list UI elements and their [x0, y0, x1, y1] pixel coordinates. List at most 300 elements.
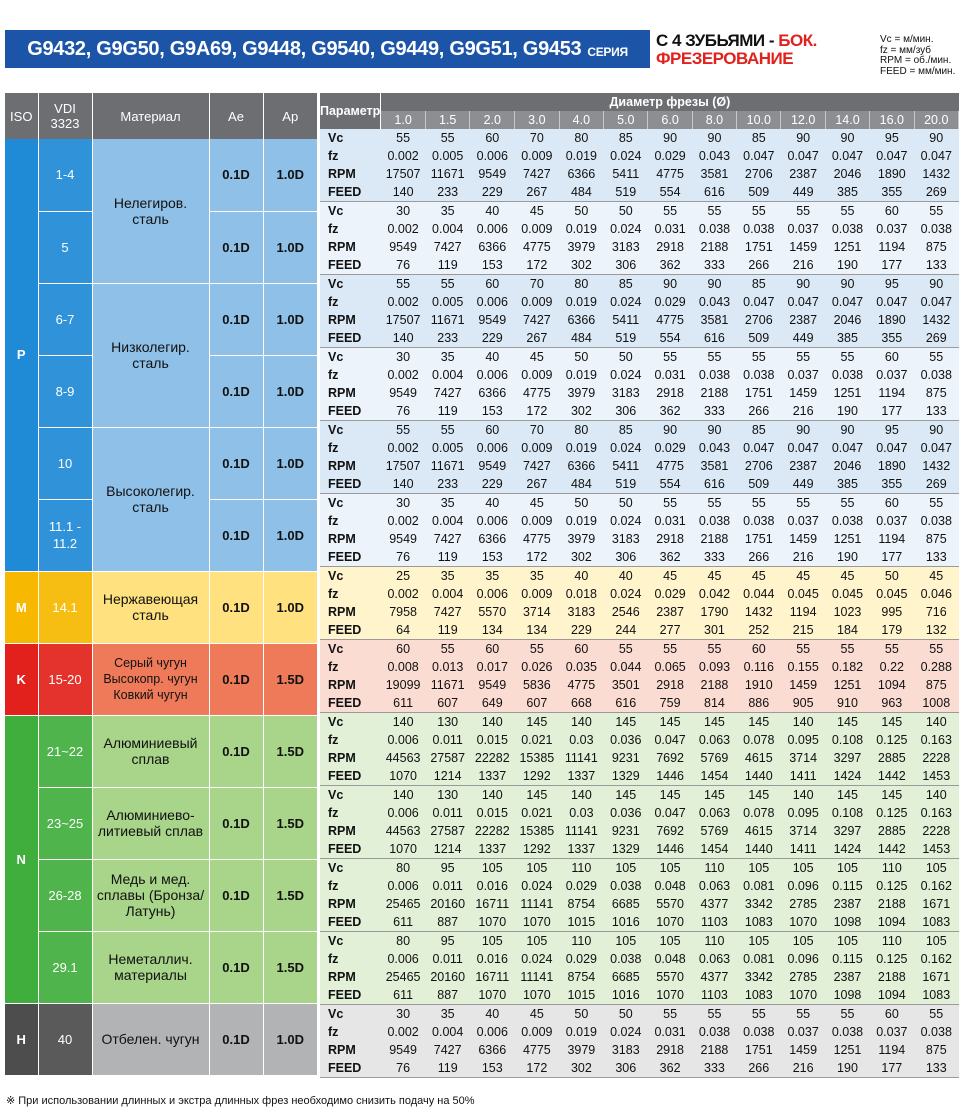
value-cell: 1194 [878, 1043, 906, 1057]
value-cell: 1446 [648, 840, 692, 859]
param-row-rpm [320, 603, 959, 621]
value-cell: 887 [425, 986, 470, 1005]
value-cell: 267 [515, 475, 560, 494]
value-cell: 1424 [825, 840, 869, 859]
value-cell: 0.038 [698, 222, 731, 236]
value-cell: 4775 [522, 386, 551, 400]
param-row-rpm [320, 895, 959, 913]
param-name: FEED [320, 402, 381, 421]
param-row-fz [320, 877, 959, 895]
value-cell: 1446 [648, 767, 692, 786]
param-row-fz [320, 804, 959, 822]
param-name: RPM [328, 605, 356, 619]
value-cell: 105 [748, 861, 770, 875]
param-name: fz [328, 222, 339, 236]
value-cell: 0.031 [654, 514, 686, 528]
param-row-fz [320, 293, 959, 311]
value-cell: 1454 [692, 840, 736, 859]
value-cell: 27587 [430, 824, 466, 838]
value-cell: 2885 [877, 751, 906, 765]
value-cell: 233 [425, 329, 470, 348]
value-cell: 1094 [870, 986, 914, 1005]
value-cell: 0.047 [787, 295, 819, 309]
value-cell: 266 [737, 1059, 781, 1078]
value-cell: 140 [925, 715, 947, 729]
value-cell: 2785 [789, 897, 818, 911]
value-cell: 2706 [744, 167, 773, 181]
param-name: RPM [328, 824, 356, 838]
vdi-code: 15-20 [38, 643, 92, 715]
value-cell: 1453 [914, 767, 959, 786]
value-cell: 0.024 [610, 1025, 642, 1039]
value-cell: 105 [526, 934, 548, 948]
value-cell: 20160 [430, 897, 466, 911]
value-cell: 44563 [385, 751, 421, 765]
value-cell: 0.011 [432, 733, 463, 747]
value-cell: 5411 [612, 459, 640, 473]
value-cell: 55 [707, 204, 722, 218]
value-cell: 0.019 [565, 295, 597, 309]
value-cell: 0.093 [698, 660, 731, 674]
value-cell: 1070 [781, 986, 825, 1005]
value-cell: 0.006 [387, 879, 419, 893]
value-cell: 55 [618, 642, 633, 656]
ap-value: 1.5D [263, 787, 317, 859]
value-cell: 0.046 [920, 587, 952, 601]
value-cell: 11671 [430, 459, 465, 473]
value-cell: 140 [792, 788, 814, 802]
value-cell: 0.047 [920, 295, 952, 309]
value-cell: 105 [659, 934, 681, 948]
value-cell: 7427 [522, 459, 551, 473]
param-row-fz [320, 950, 959, 968]
value-cell: 76 [381, 256, 426, 275]
value-cell: 0.037 [876, 368, 908, 382]
value-cell: 449 [781, 183, 825, 202]
value-cell: 995 [881, 605, 903, 619]
value-cell: 130 [437, 715, 459, 729]
ae-value: 0.1D [209, 643, 263, 715]
value-cell: 172 [515, 256, 560, 275]
param-row-feed [320, 329, 959, 348]
param-name: Vc [328, 496, 344, 510]
value-cell: 55 [440, 642, 455, 656]
value-cell: 0.005 [432, 441, 464, 455]
value-cell: 140 [381, 183, 426, 202]
value-cell: 1103 [692, 913, 736, 932]
value-cell: 229 [470, 475, 515, 494]
value-cell: 0.019 [565, 1025, 597, 1039]
value-cell: 0.024 [610, 441, 642, 455]
value-cell: 1023 [833, 605, 862, 619]
value-cell: 145 [659, 788, 681, 802]
value-cell: 0.048 [654, 952, 686, 966]
param-name: Vc [328, 715, 344, 729]
value-cell: 30 [396, 350, 411, 364]
value-cell: 179 [870, 621, 914, 640]
value-cell: 616 [692, 329, 736, 348]
value-cell: 55 [929, 496, 944, 510]
value-cell: 0.047 [831, 149, 864, 163]
value-cell: 133 [914, 1059, 959, 1078]
value-cell: 385 [825, 475, 869, 494]
value-cell: 2188 [700, 678, 729, 692]
ae-value: 0.1D [209, 931, 263, 1003]
value-cell: 616 [692, 475, 736, 494]
value-cell: 76 [381, 1059, 426, 1078]
value-cell: 1251 [833, 386, 862, 400]
value-cell: 45 [707, 569, 722, 583]
value-cell: 7692 [656, 824, 685, 838]
value-cell: 145 [704, 788, 725, 802]
param-name: fz [328, 295, 339, 309]
ae-value: 0.1D [209, 139, 263, 211]
value-cell: 814 [692, 694, 736, 713]
value-cell: 2918 [656, 532, 685, 546]
value-cell: 105 [526, 861, 548, 875]
param-name: RPM [328, 532, 356, 546]
value-cell: 0.038 [920, 1025, 952, 1039]
ap-value: 1.0D [263, 355, 317, 427]
value-cell: 0.063 [698, 806, 731, 820]
value-cell: 333 [692, 1059, 736, 1078]
value-cell: 105 [837, 861, 858, 875]
value-cell: 0.021 [521, 733, 553, 747]
value-cell: 1070 [781, 913, 825, 932]
value-cell: 145 [837, 715, 858, 729]
vdi-code: 29.1 [38, 931, 92, 1003]
value-cell: 190 [825, 548, 869, 567]
value-cell: 0.011 [432, 879, 463, 893]
value-cell: 5570 [656, 970, 685, 984]
material-row [5, 1003, 317, 1075]
ap-value: 1.0D [263, 1003, 317, 1075]
value-cell: 7427 [522, 167, 551, 181]
diameter-header-4: 4.0 [559, 111, 603, 129]
value-cell: 85 [618, 423, 633, 437]
value-cell: 0.021 [521, 806, 553, 820]
value-cell: 90 [929, 277, 944, 291]
value-cell: 0.162 [920, 952, 952, 966]
param-name: FEED [320, 329, 381, 348]
value-cell: 4775 [522, 532, 551, 546]
value-cell: 0.048 [654, 879, 686, 893]
value-cell: 0.078 [743, 806, 775, 820]
value-cell: 50 [574, 496, 589, 510]
param-name: FEED [320, 183, 381, 202]
value-cell: 1251 [833, 532, 862, 546]
value-cell: 0.026 [521, 660, 553, 674]
value-cell: 0.016 [476, 952, 508, 966]
value-cell: 40 [485, 496, 500, 510]
param-row-fz [320, 220, 959, 238]
value-cell: 306 [604, 548, 648, 567]
value-cell: 140 [570, 715, 592, 729]
value-cell: 1411 [781, 767, 825, 786]
value-cell: 50 [618, 350, 633, 364]
value-cell: 133 [914, 256, 959, 275]
value-cell: 333 [692, 402, 736, 421]
value-cell: 875 [925, 240, 947, 254]
value-cell: 55 [396, 131, 411, 145]
value-cell: 35 [440, 1007, 455, 1021]
value-cell: 1070 [515, 986, 560, 1005]
value-cell: 1070 [515, 913, 560, 932]
value-cell: 1440 [737, 840, 781, 859]
unit-rpm: RPM = об./мин. [880, 55, 952, 66]
value-cell: 1083 [737, 913, 781, 932]
material-name: Низколегир. сталь [92, 283, 209, 427]
value-cell: 449 [781, 329, 825, 348]
material-row [5, 931, 317, 1003]
value-cell: 0.063 [698, 879, 731, 893]
value-cell: 269 [914, 183, 959, 202]
value-cell: 0.005 [432, 295, 464, 309]
value-cell: 0.006 [387, 733, 419, 747]
param-row-rpm [320, 165, 959, 183]
value-cell: 6685 [611, 970, 640, 984]
material-name: Серый чугун Высокопр. чугун Ковкий чугун [92, 643, 209, 715]
param-name: Vc [328, 131, 344, 145]
value-cell: 3183 [611, 240, 640, 254]
value-cell: 2885 [877, 824, 906, 838]
value-cell: 2188 [700, 532, 729, 546]
value-cell: 95 [884, 277, 899, 291]
value-cell: 216 [781, 1059, 825, 1078]
value-cell: 0.047 [876, 295, 908, 309]
value-cell: 133 [914, 402, 959, 421]
value-cell: 269 [914, 475, 959, 494]
value-cell: 9549 [478, 167, 507, 181]
param-name: fz [328, 733, 339, 747]
param-name: fz [328, 879, 339, 893]
value-cell: 0.024 [521, 879, 553, 893]
value-cell: 25 [396, 569, 411, 583]
value-cell: 266 [737, 256, 781, 275]
value-cell: 90 [663, 423, 678, 437]
value-cell: 0.182 [831, 660, 864, 674]
value-cell: 0.038 [743, 222, 775, 236]
value-cell: 0.031 [654, 222, 686, 236]
value-cell: 0.009 [521, 514, 553, 528]
value-cell: 60 [396, 642, 411, 656]
value-cell: 0.015 [476, 806, 508, 820]
value-cell: 4615 [744, 751, 773, 765]
value-cell: 22282 [474, 824, 510, 838]
value-cell: 90 [663, 277, 678, 291]
value-cell: 70 [529, 277, 544, 291]
value-cell: 519 [604, 475, 648, 494]
value-cell: 0.037 [787, 222, 819, 236]
value-cell: 105 [615, 934, 637, 948]
ap-value: 1.5D [263, 643, 317, 715]
vdi-code: 23~25 [38, 787, 92, 859]
value-cell: 611 [381, 913, 426, 932]
value-cell: 0.038 [743, 1025, 775, 1039]
value-cell: 0.024 [610, 368, 642, 382]
value-cell: 1459 [789, 386, 818, 400]
value-cell: 55 [840, 1007, 855, 1021]
value-cell: 3581 [700, 167, 729, 181]
value-cell: 0.047 [831, 441, 864, 455]
value-cell: 0.044 [610, 660, 642, 674]
value-cell: 55 [751, 496, 766, 510]
header [0, 0, 959, 90]
value-cell: 0.038 [831, 368, 864, 382]
value-cell: 0.006 [476, 295, 508, 309]
param-name: FEED [320, 986, 381, 1005]
value-cell: 0.047 [743, 295, 775, 309]
value-cell: 177 [870, 548, 914, 567]
value-cell: 649 [470, 694, 515, 713]
value-cell: 1016 [604, 913, 648, 932]
param-name: fz [328, 441, 339, 455]
value-cell: 759 [648, 694, 692, 713]
value-cell: 177 [870, 1059, 914, 1078]
value-cell: 1751 [744, 1043, 773, 1057]
value-cell: 55 [751, 350, 766, 364]
value-cell: 301 [692, 621, 736, 640]
unit-feed: FEED = мм/мин. [880, 65, 956, 77]
value-cell: 1432 [922, 167, 951, 181]
value-cell: 5570 [656, 897, 685, 911]
value-cell: 0.038 [698, 514, 731, 528]
value-cell: 2918 [656, 1043, 685, 1057]
value-cell: 2046 [833, 459, 862, 473]
value-cell: 76 [381, 402, 426, 421]
param-row-rpm [320, 1041, 959, 1059]
value-cell: 60 [485, 642, 500, 656]
value-cell: 11141 [564, 824, 598, 838]
param-row-rpm [320, 457, 959, 475]
value-cell: 55 [529, 642, 544, 656]
value-cell: 2228 [922, 751, 951, 765]
value-cell: 1292 [515, 767, 560, 786]
param-name: Vc [328, 861, 344, 875]
value-cell: 95 [440, 861, 455, 875]
value-cell: 0.004 [432, 514, 464, 528]
unit-fz: fz = мм/зуб [880, 44, 932, 56]
value-cell: 0.002 [387, 514, 419, 528]
value-cell: 0.031 [654, 368, 686, 382]
value-cell: 509 [737, 329, 781, 348]
value-cell: 385 [825, 329, 869, 348]
param-name: fz [328, 587, 339, 601]
value-cell: 3581 [700, 459, 729, 473]
value-cell: 2387 [789, 313, 818, 327]
value-cell: 0.002 [387, 295, 419, 309]
vdi-code: 40 [38, 1003, 92, 1075]
value-cell: 0.009 [521, 1025, 553, 1039]
value-cell: 9231 [611, 751, 640, 765]
value-cell: 0.009 [521, 149, 553, 163]
param-row-vc [320, 713, 959, 732]
value-cell: 0.018 [565, 587, 597, 601]
ap-value: 1.0D [263, 139, 317, 211]
diameter-header-7: 8.0 [692, 111, 736, 129]
value-cell: 40 [485, 350, 500, 364]
value-cell: 1890 [877, 167, 906, 181]
value-cell: 0.029 [654, 149, 686, 163]
value-cell: 0.288 [920, 660, 952, 674]
subtitle-line1-b: БОК. [778, 31, 817, 50]
header-iso: ISO [5, 93, 38, 139]
value-cell: 1459 [789, 532, 818, 546]
value-cell: 509 [737, 183, 781, 202]
value-cell: 55 [663, 496, 678, 510]
value-cell: 55 [796, 496, 811, 510]
value-cell: 105 [481, 861, 503, 875]
vdi-code: 14.1 [38, 571, 92, 643]
material-row [5, 859, 317, 931]
param-name: FEED [320, 840, 381, 859]
value-cell: 0.024 [610, 587, 642, 601]
ae-value: 0.1D [209, 787, 263, 859]
param-name: fz [328, 368, 339, 382]
ap-value: 1.0D [263, 211, 317, 283]
value-cell: 45 [840, 569, 855, 583]
value-cell: 0.047 [920, 441, 952, 455]
param-row-vc [320, 932, 959, 951]
value-cell: 0.125 [876, 952, 908, 966]
value-cell: 306 [604, 1059, 648, 1078]
value-cell: 3979 [567, 1043, 596, 1057]
value-cell: 50 [884, 569, 899, 583]
value-cell: 110 [571, 934, 592, 948]
value-cell: 1194 [878, 532, 906, 546]
param-row-vc [320, 1005, 959, 1024]
iso-P: P [5, 139, 38, 571]
value-cell: 7427 [433, 605, 462, 619]
param-row-rpm [320, 968, 959, 986]
param-row-vc [320, 786, 959, 805]
value-cell: 5769 [700, 824, 729, 838]
value-cell: 190 [825, 256, 869, 275]
value-cell: 302 [559, 548, 603, 567]
param-row-vc [320, 494, 959, 513]
value-cell: 0.037 [876, 1025, 908, 1039]
value-cell: 45 [529, 204, 544, 218]
param-name: RPM [328, 751, 356, 765]
value-cell: 484 [559, 475, 603, 494]
value-cell: 145 [659, 715, 681, 729]
value-cell: 1194 [878, 240, 906, 254]
value-cell: 1337 [559, 767, 603, 786]
param-row-feed [320, 183, 959, 202]
value-cell: 27587 [430, 751, 466, 765]
value-cell: 90 [840, 277, 855, 291]
value-cell: 0.045 [787, 587, 819, 601]
value-cell: 45 [796, 569, 811, 583]
value-cell: 0.03 [569, 806, 594, 820]
value-cell: 30 [396, 204, 411, 218]
value-cell: 302 [559, 1059, 603, 1078]
param-row-rpm [320, 311, 959, 329]
value-cell: 0.006 [387, 952, 419, 966]
value-cell: 302 [559, 256, 603, 275]
value-cell: 1432 [744, 605, 773, 619]
value-cell: 105 [925, 861, 947, 875]
value-cell: 0.081 [743, 879, 775, 893]
param-row-feed [320, 913, 959, 932]
value-cell: 6366 [478, 1043, 507, 1057]
value-cell: 3297 [833, 751, 862, 765]
param-row-rpm [320, 822, 959, 840]
value-cell: 6366 [478, 386, 507, 400]
value-cell: 1070 [381, 767, 426, 786]
value-cell: 172 [515, 548, 560, 567]
ae-value: 0.1D [209, 715, 263, 787]
